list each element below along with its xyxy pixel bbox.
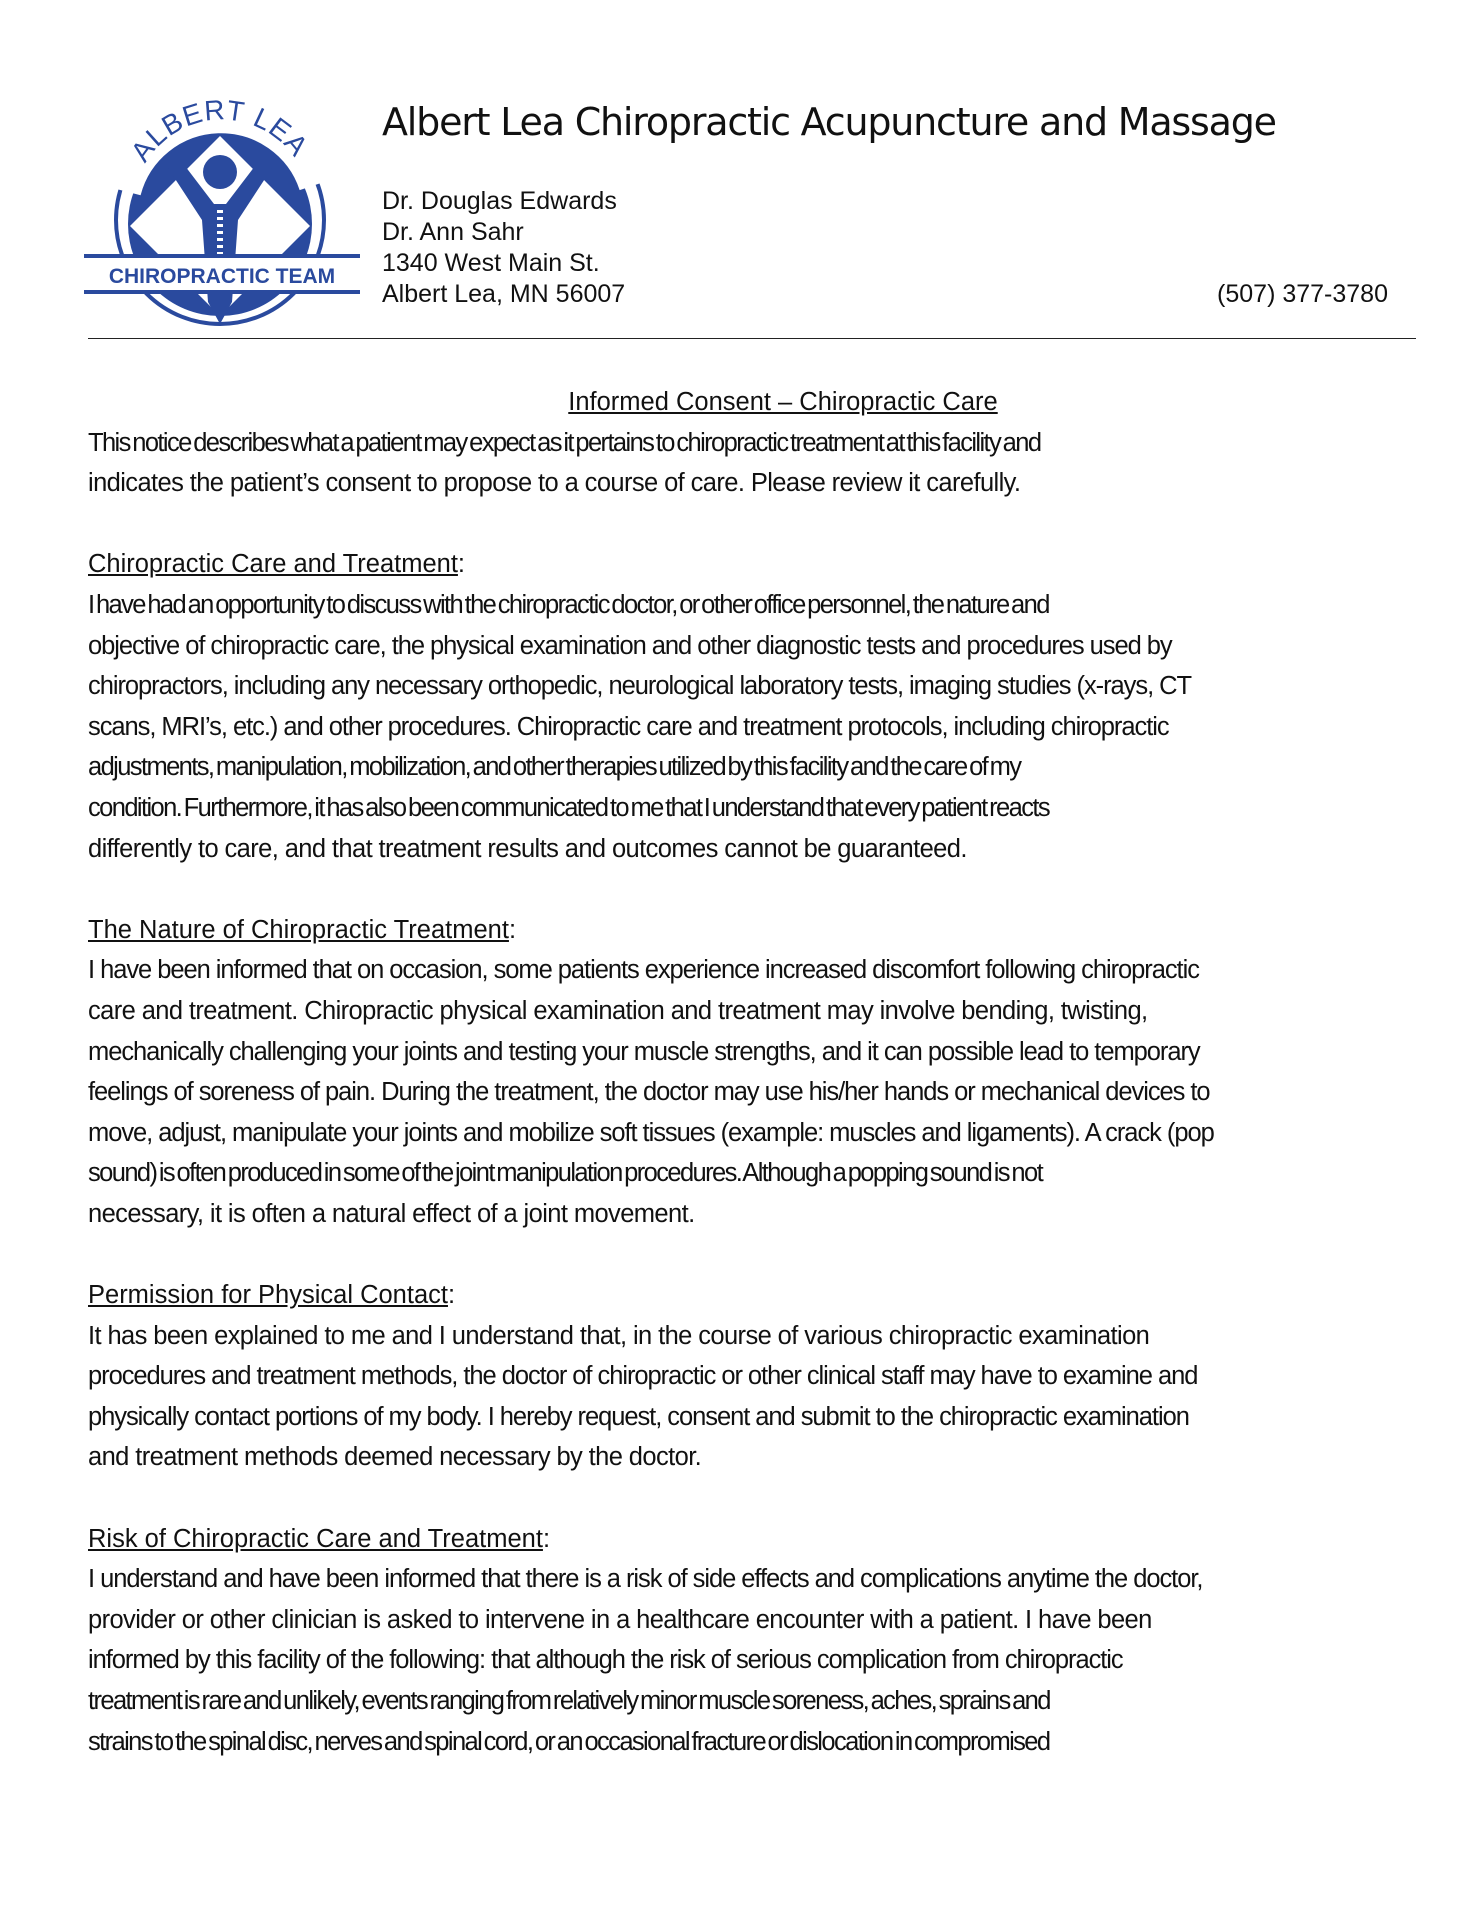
section-line: scans, MRI’s, etc.) and other procedures. Chiropractic care and treatment protocols, including chiropractic — [88, 712, 1169, 741]
section-line: care and treatment. Chiropractic physical examination and treatment may involve bending, twisting, — [88, 996, 1148, 1025]
section-line: and treatment methods deemed necessary by the doctor. — [88, 1443, 702, 1472]
section-line: feelings of soreness of pain. During the treatment, the doctor may use his/her hands or mechanical devices to — [88, 1078, 1210, 1107]
section-line: It has been explained to me and I understand that, in the course of various chiropractic examination — [88, 1321, 1150, 1350]
section-line: informed by this facility of the following: that although the risk of serious complication from chiropractic — [88, 1646, 1123, 1675]
logo-band-text: CHIROPRACTIC TEAM — [108, 265, 336, 288]
document-title: Informed Consent – Chiropractic Care — [568, 388, 998, 416]
document-body — [88, 382, 1418, 1762]
section-heading-care-and-treatment: Chiropractic Care and Treatment: — [88, 550, 466, 579]
practice-logo — [84, 92, 360, 332]
section-heading-permission-physical-contact: Permission for Physical Contact: — [88, 1281, 456, 1310]
section-line: I have been informed that on occasion, some patients experience increased discomfort following chiropractic — [88, 956, 1199, 985]
section-line: objective of chiropractic care, the physical examination and other diagnostic tests and procedures used by — [88, 631, 1172, 660]
practice-name: Albert Lea Chiropractic Acupuncture and Massage — [382, 100, 1276, 144]
city-state-zip: Albert Lea, MN 56007 — [382, 280, 626, 308]
doctor-name-1: Dr. Douglas Edwards — [382, 187, 617, 215]
section-heading-risk-of-care: Risk of Chiropractic Care and Treatment: — [88, 1524, 551, 1553]
section-line: physically contact portions of my body. I hereby request, consent and submit to the chiropractic examination — [88, 1402, 1189, 1431]
section-line: I understand and have been informed that there is a risk of side effects and complications anytime the doctor, — [88, 1565, 1203, 1594]
section-line: move, adjust, manipulate your joints and mobilize soft tissues (example: muscles and ligaments). A crack (pop — [88, 1118, 1214, 1147]
intro-line: This notice describes what a patient may expect as it pertains to chiropractic treatment at this facility and — [88, 428, 1041, 457]
header-divider — [88, 338, 1416, 339]
address-block — [382, 186, 625, 310]
section-line: adjustments, manipulation, mobilization, and other therapies utilized by this facility and the care of my — [88, 753, 1021, 782]
logo-figure-head — [203, 155, 237, 189]
phone-number: (507) 377-3780 — [1217, 280, 1388, 308]
logo-arc-text: ALBERT LEA — [124, 94, 315, 168]
section-line: treatment is rare and unlikely, events ranging from relatively minor muscle soreness, aches, sprains and — [88, 1687, 1050, 1715]
section-line: procedures and treatment methods, the doctor of chiropractic or other clinical staff may have to examine and — [88, 1362, 1198, 1391]
section-heading-nature-of-treatment: The Nature of Chiropractic Treatment: — [88, 915, 517, 944]
section-line: necessary, it is often a natural effect of a joint movement. — [88, 1199, 695, 1228]
intro-line: indicates the patient’s consent to propose to a course of care. Please review it carefully. — [88, 469, 1021, 498]
section-line: provider or other clinician is asked to intervene in a healthcare encounter with a patient. I have been — [88, 1605, 1152, 1634]
doctor-name-2: Dr. Ann Sahr — [382, 218, 524, 246]
section-line: differently to care, and that treatment results and outcomes cannot be guaranteed. — [88, 834, 967, 863]
section-line: mechanically challenging your joints and testing your muscle strengths, and it can possible lead to temporary — [88, 1037, 1200, 1066]
street-address: 1340 West Main St. — [382, 249, 600, 277]
section-line: condition. Furthermore, it has also been communicated to me that I understand that every patient reacts — [88, 793, 1049, 822]
section-line: I have had an opportunity to discuss with the chiropractic doctor, or other office personnel, the nature and — [88, 590, 1049, 619]
section-line: chiropractors, including any necessary orthopedic, neurological laboratory tests, imaging studies (x-rays, CT — [88, 672, 1192, 701]
section-line: sound) is often produced in some of the joint manipulation procedures. Although a popping sound is not — [88, 1159, 1043, 1188]
section-line: strains to the spinal disc, nerves and spinal cord, or an occasional fracture or dislocation in compromised — [88, 1727, 1050, 1756]
